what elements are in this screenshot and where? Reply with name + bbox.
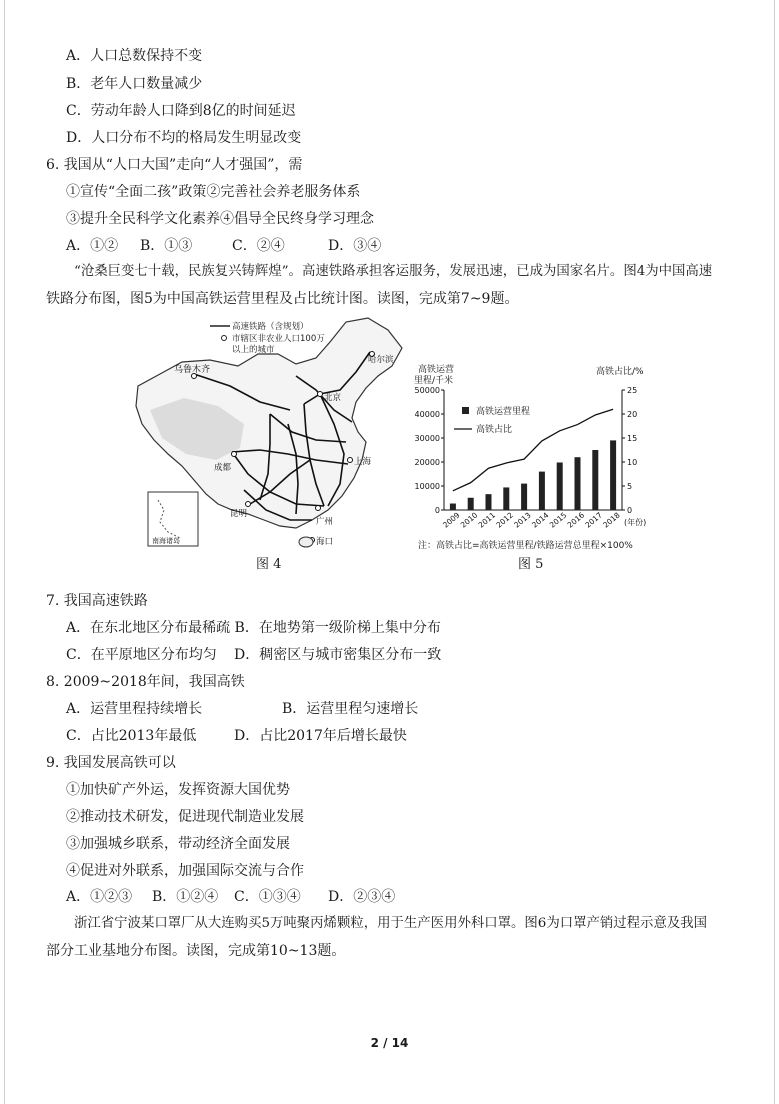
x-unit-label: (年份): [624, 518, 647, 527]
hsr-chart-svg: [410, 360, 660, 555]
bar-2011: [486, 494, 492, 510]
city-dot-kunming: [246, 502, 251, 507]
bar-2018: [610, 440, 616, 510]
figure-4-caption: 图 4: [256, 557, 282, 572]
q5-option-d: D．人口分布不均的格局发生明显改变: [66, 130, 302, 146]
y-right-tick-label: 20: [627, 410, 638, 419]
q6-option-b: B．①③: [140, 238, 193, 254]
x-tick-label: 2010: [458, 510, 480, 530]
q7-option-ab: A．在东北地区分布最稀疏 B．在地势第一级阶梯上集中分布: [66, 620, 441, 636]
q8-option-b: B．运营里程匀速增长: [282, 701, 419, 717]
q6-option-a: A．①②: [66, 238, 119, 254]
q6-option-c: C．②④: [232, 238, 285, 254]
q6-items-line2: ③提升全民科学文化素养④倡导全民终身学习理念: [66, 211, 374, 227]
x-tick-label: 2013: [512, 510, 533, 530]
x-tick-label: 2015: [547, 510, 569, 530]
q6-items-line1: ①宣传“全面二孩”政策②完善社会养老服务体系: [66, 184, 361, 200]
x-tick-label: 2012: [494, 510, 515, 530]
q6-stem: 6. 我国从“人口大国”走向“人才强国”，需: [46, 157, 303, 173]
inset-label: 南海诸岛: [152, 537, 180, 545]
bar-2010: [468, 498, 474, 510]
y-left-tick-label: 50000: [414, 386, 440, 395]
y-right-tick-label: 15: [627, 434, 638, 443]
y-left-title-1: 高铁运营: [418, 365, 455, 375]
bar-2009: [450, 504, 456, 510]
legend-city-dot-icon: [222, 336, 227, 341]
city-dot-shanghai: [348, 458, 353, 463]
hainan-island: [299, 537, 313, 547]
q9-item-1: ①加快矿产外运，发挥资源大国优势: [66, 782, 290, 798]
q8-option-c: C．占比2013年最低: [66, 728, 197, 744]
page-border-right: [774, 0, 775, 1104]
passage-1-line2: 铁路分布图，图5为中国高铁运营里程及占比统计图。读图，完成第7~9题。: [46, 291, 519, 307]
q7-option-d: D．稠密区与城市密集区分布一致: [234, 647, 442, 663]
city-label-kunming: 昆明: [230, 509, 248, 519]
figure-4-rail-map: [120, 314, 410, 554]
figure-5-chart: [410, 360, 660, 555]
y-left-title-2: 里程/千米: [414, 376, 454, 386]
x-tick-label: 2011: [476, 510, 498, 530]
q9-option-a: A．①②③: [66, 889, 133, 905]
legend-bar-label: 高铁运营里程: [476, 407, 531, 417]
page-border-left: [4, 0, 5, 1104]
bar-2013: [521, 484, 527, 510]
q8-option-d: D．占比2017年后增长最快: [234, 728, 407, 744]
page-number: 2 / 14: [370, 1036, 409, 1050]
q8-stem: 8. 2009~2018年间，我国高铁: [46, 674, 245, 690]
y-right-tick-label: 25: [627, 386, 638, 395]
city-label-urumqi: 乌鲁木齐: [174, 365, 211, 375]
city-label-shanghai: 上海: [354, 457, 372, 467]
x-tick-label: 2014: [530, 510, 551, 530]
city-label-guangzhou: 广州: [316, 517, 334, 527]
x-tick-label: 2016: [565, 510, 587, 530]
city-dot-beijing: [318, 392, 323, 397]
q8-option-a: A．运营里程持续增长: [66, 701, 203, 717]
china-rail-map-svg: [120, 314, 410, 554]
bar-2014: [539, 472, 545, 510]
q7-stem: 7. 我国高速铁路: [46, 593, 148, 609]
share-line: [453, 409, 613, 491]
y-right-tick-label: 5: [627, 482, 633, 491]
chart-line: [453, 409, 613, 491]
q5-option-b: B．老年人口数量减少: [66, 76, 203, 92]
legend-line-label: 高铁占比: [476, 425, 513, 435]
legend-city-label-2: 以上的城市: [232, 345, 275, 355]
q9-option-b: B．①②④: [152, 889, 219, 905]
city-label-haikou: 海口: [316, 537, 334, 547]
passage-2-line1: 浙江省宁波某口罩厂从大连购买5万吨聚丙烯颗粒，用于生产医用外科口罩。图6为口罩产销过程示意及我国: [74, 916, 708, 931]
city-label-chengdu: 成都: [214, 463, 232, 473]
q9-item-4: ④促进对外联系，加强国际交流与合作: [66, 863, 304, 879]
bar-2015: [557, 462, 563, 510]
x-tick-label: 2017: [583, 510, 604, 530]
legend-bar-icon: [462, 407, 469, 414]
legend-rail-label: 高速铁路（含规划）: [232, 322, 309, 332]
city-dot-guangzhou: [316, 506, 321, 511]
y-right-tick-label: 10: [627, 458, 638, 467]
y-left-tick-label: 10000: [414, 482, 440, 491]
q9-option-d: D．②③④: [328, 889, 396, 905]
y-left-tick-label: 30000: [414, 434, 440, 443]
legend-city-label-1: 市辖区非农业人口100万: [232, 334, 325, 344]
city-dot-chengdu: [232, 452, 237, 457]
bar-2017: [592, 450, 598, 510]
figure-5-caption: 图 5: [518, 557, 544, 572]
x-tick-label: 2009: [441, 510, 462, 530]
bar-2012: [503, 487, 509, 510]
bar-2016: [575, 457, 581, 510]
y-right-tick-label: 0: [627, 506, 633, 515]
y-left-tick-label: 20000: [414, 458, 440, 467]
passage-1-line1: “沧桑巨变七十载，民族复兴铸辉煌”。高速铁路承担客运服务，发展迅速，已成为国家名片。图4为中国高速: [74, 264, 713, 279]
x-tick-label: 2018: [601, 510, 622, 530]
q9-item-3: ③加强城乡联系，带动经济全面发展: [66, 836, 290, 852]
chart-note: 注：高铁占比=高铁运营里程/铁路运营总里程×100%: [418, 541, 633, 551]
y-left-tick-label: 0: [434, 506, 440, 515]
city-label-harbin: 哈尔滨: [368, 355, 394, 365]
q5-option-a: A．人口总数保持不变: [66, 48, 203, 64]
y-right-title: 高铁占比/%: [596, 367, 644, 377]
q5-option-c: C．劳动年龄人口降到8亿的时间延迟: [66, 103, 296, 119]
y-left-tick-label: 40000: [414, 410, 440, 419]
city-label-beijing: 北京: [324, 393, 342, 403]
q6-option-d: D．③④: [328, 238, 382, 254]
passage-2-line2: 部分工业基地分布图。读图，完成第10~13题。: [46, 943, 346, 959]
q7-option-c: C．在平原地区分布均匀: [66, 647, 217, 663]
q9-item-2: ②推动技术研发，促进现代制造业发展: [66, 809, 304, 825]
q9-stem: 9. 我国发展高铁可以: [46, 755, 176, 771]
q9-option-c: C．①③④: [234, 889, 301, 905]
